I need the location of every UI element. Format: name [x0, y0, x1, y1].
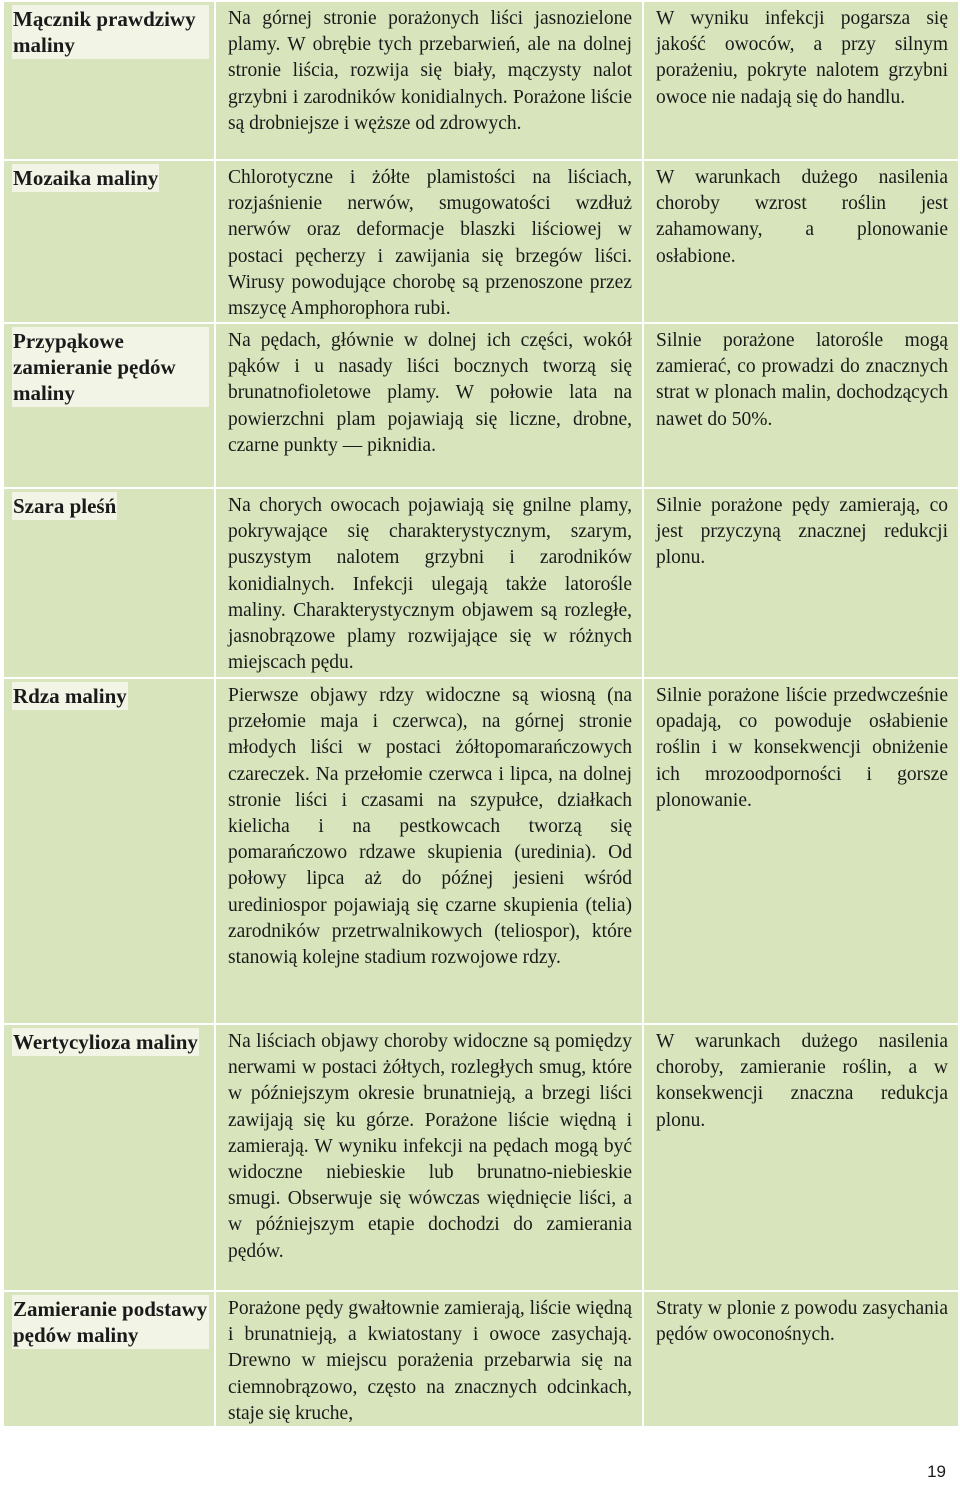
symptoms-cell: Na pędach, głównie w dolnej ich części, wokół pąków i u nasady liści bocznych tworzą się brunatnofioletowe plamy. W połowie lata na powierzchni plam pojawiają się liczne, drobne, czarne punkty — piknidia.: [216, 324, 642, 487]
table-row: [4, 1025, 958, 1290]
disease-name-cell: [4, 1025, 214, 1290]
disease-name-cell: [4, 2, 214, 159]
effects-cell: Silnie porażone latorośle mogą zamierać, co prowadzi do znacznych strat w plonach malin, dochodzących nawet do 50%.: [644, 324, 958, 487]
disease-name: Wertycylioza maliny: [13, 1030, 198, 1054]
effects-cell: Silnie porażone pędy zamierają, co jest przyczyną znacznej redukcji plonu.: [644, 489, 958, 677]
disease-name: Przypąkowe zamieranie pędów maliny: [13, 328, 208, 406]
symptoms-cell: Porażone pędy gwałtownie zamierają, liście więdną i brunatnieją, a kwiatostany i owoce zasychają. Drewno w miejscu porażenia przebarwia się na ciemnobrązowo, często na znacznych odcinkach, staje się kruche,: [216, 1292, 642, 1426]
effects-cell: Straty w plonie z powodu zasychania pędów owoconośnych.: [644, 1292, 958, 1426]
effects-cell: W warunkach dużego nasilenia choroby, zamieranie roślin, a w konsekwencji znaczna redukcja plonu.: [644, 1025, 958, 1290]
effects-cell: W warunkach dużego nasilenia choroby wzrost roślin jest zahamowany, a plonowanie osłabione.: [644, 161, 958, 322]
disease-name: Zamieranie podstawy pędów maliny: [13, 1297, 208, 1347]
table-row: [4, 489, 958, 677]
symptoms-cell: Na chorych owocach pojawiają się gnilne plamy, pokrywające się charakterystycznym, szarym, puszystym nalotem grzybni i zarodników konidialnych. Infekcji ulegają także latorośle maliny. Charakterystycznym objawem są rozległe, jasnobrązowe plamy rozwijające się w różnych miejscach pędu.: [216, 489, 642, 677]
disease-name: Mozaika maliny: [13, 166, 159, 190]
effects-cell: W wyniku infekcji pogarsza się jakość owoców, a przy silnym porażeniu, pokryte nalotem grzybni owoce nie nadają się do handlu.: [644, 2, 958, 159]
symptoms-cell: Chlorotyczne i żółte plamistości na liściach, rozjaśnienie nerwów, smugowatości wzdłuż nerwów oraz deformacje blaszki liściowej w postaci pęcherzy i zawijania się brzegów liści. Wirusy powodujące chorobę są przenoszone przez mszycę Amphorophora rubi.: [216, 161, 642, 322]
disease-name-cell: [4, 679, 214, 1023]
page-number: 19: [927, 1462, 946, 1481]
disease-table: [4, 2, 958, 1428]
table-row: [4, 679, 958, 1023]
disease-name: Mącznik prawdziwy maliny: [13, 6, 208, 58]
table-row: [4, 2, 958, 159]
disease-name: Rdza maliny: [13, 684, 127, 708]
disease-name-cell: [4, 324, 214, 487]
table-row: [4, 1292, 958, 1426]
symptoms-cell: Pierwsze objawy rdzy widoczne są wiosną (na przełomie maja i czerwca), na górnej stronie młodych liści w postaci żółtopomarańczowych czareczek. Na przełomie czerwca i lipca, na dolnej stronie liści i czasami na szypułce, działkach kielicha i na pestkowcach tworzą się pomarańczowo rdzawe skupienia (uredinia). Od połowy lipca aż do późnej jesieni wśród urediniospor pojawiają się czarne skupienia (telia) zarodników przetrwalnikowych (teliospor), które stanowią kolejne stadium rozwojowe rdzy.: [216, 679, 642, 1023]
symptoms-cell: Na liściach objawy choroby widoczne są pomiędzy nerwami w postaci żółtych, rozległych smug, które w późniejszym okresie brunatnieją, a brzegi liści zawijają się ku górze. Porażone liście więdną i zamierają. W wyniku infekcji na pędach mogą być widoczne niebieskie lub brunatno-niebieskie smugi. Obserwuje się wówczas więdnięcie liści, a w późniejszym etapie dochodzi do zamierania pędów.: [216, 1025, 642, 1290]
disease-name-cell: [4, 1292, 214, 1426]
disease-name-cell: [4, 161, 214, 322]
symptoms-cell: Na górnej stronie porażonych liści jasnozielone plamy. W obrębie tych przebarwień, ale na dolnej stronie liścia, rozwija się biały, mączysty nalot grzybni i zarodników konidialnych. Porażone liście są drobniejsze i węższe od zdrowych.: [216, 2, 642, 159]
disease-name: Szara pleśń: [13, 494, 117, 518]
effects-cell: Silnie porażone liście przedwcześnie opadają, co powoduje osłabienie roślin i w konsekwencji obniżenie ich mrozoodporności i gorsze plonowanie.: [644, 679, 958, 1023]
table-row: [4, 324, 958, 487]
table-row: [4, 161, 958, 322]
disease-name-cell: [4, 489, 214, 677]
